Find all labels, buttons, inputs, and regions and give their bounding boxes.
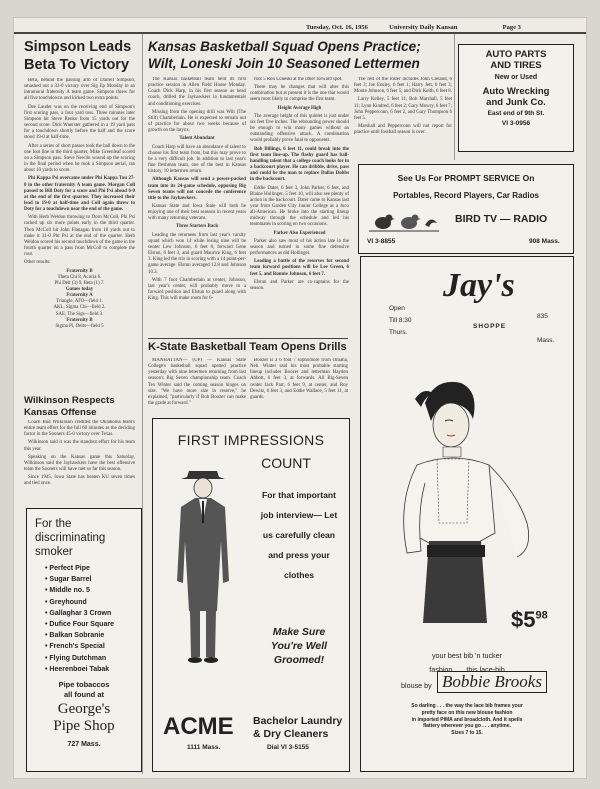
kstate-article-col1: MANHATTAN— (UP) — Kansas State College's basketball squad opened practice yesterday with nine lettermen returning from last season's Big Seven championship team. Coach Tex Winter said the coming season hinges on size. "We have more size in reserve," he explained, "particularly if Bob Boozer can make the grade at forward." [148,358,246,407]
tobacco-list [45,563,114,675]
results-list: Fraternity B Theta Chi 8, Acacia 6. Phi Delt (3) 9, Beta (1) 7. Games today Fraternity A Triangle, ATO—field 1. AKL, Sigma Chi—field 2. SAE, The Sigs—field 3. Fraternity B Sigma Pi, Delts—field 5 [53,268,106,329]
list-item: • Middle no. 5 [45,585,114,596]
smoker-heading: For the discriminating smoker [35,518,106,558]
jays-logo: Jay's [443,267,515,304]
newspaper-page [14,18,586,778]
blouse-fine-print: So darling . . . the way the lace bib frames your pretty face on this new blouse fashion in imported PIMA and broadcloth. And it spells flattery wherever you go . . . anytime. Sizes 7 to 15. [411,703,523,737]
store-name: George's Pipe Shop [53,701,115,734]
list-item: • French's Special [45,641,114,652]
acme-headline-2: COUNT [261,455,311,471]
jays-hours: Open Till 8:30 Thurs. [389,305,412,336]
list-item: • Flying Dutchman [45,653,114,664]
brand-logo: Bobbie Brooks [437,671,547,693]
smoker-footer: Pipe tobaccos all found at [58,680,110,699]
list-item: • Balkan Sobranie [45,630,114,641]
jays-shoppe-ad [360,256,574,772]
blouse-price: $\$5^{98}$ [511,607,548,632]
header-date: Tuesday, Oct. 16, 1956 [306,24,368,31]
blouse-copy: your best bib 'n tucker fashion . . . this lace-bib [429,651,505,674]
pipe-shop-ad [26,508,142,772]
kansas-headline: Kansas Basketball Squad Opens Practice; Wilt, Loneski Join 10 Seasoned Lettermen [148,39,421,71]
list-item: • Greyhound [45,597,114,608]
bird-name: BIRD TV — RADIO [455,213,548,225]
kansas-article-col1: The Kansas basketball team held its first practice session in Allen Field House Monday. Coach Dick Harp, in his first season as head coach, drilled the Jayhawkers in fundamentals and conditioning exercises. Missing from the opening drill was Wilt (The Stilt) Chamberlain. He is expected to remain out of practice for about two weeks because of growth on the larynx. Talent Abundant Coach Harp will have an abundance of talent to choose his first team from, but this may prove to be a very difficult job. In addition to last year's fine freshman team, one of the best in Kansas history, 10 lettermen return. Although Kansas will send a power-packed team into its 24-game schedule, opposing Big Seven teams will not concede the conference title to the Jayhawkers. Kansas State and Iowa State will both be enjoying one of their best seasons in recent years with many returning veterans. Three Starters Back Leading the returnees from last year's varsity squad which won 14 while losing nine will be center Lew Johnson, 6 feet 8, forward Gene Elstun, 6 feet 3, and guard Maurice King, 6 feet 3. King led the trio in scoring with a 14 point-per-game average. Elstun averaged 12.8 and Johnson 10.3. With 7 foot Chamberlain at center, Johnson, last year's center, will probably move to a forward position and Elstun to guard along with King. This will make room for 6- [148,77,246,302]
kstate-article-col2: Boozer is a 6 foot 7 sophomore from Omaha, Neb. Winter said his most probable starting lineup includes Boozer and letterman Hayden Abbott, 6 feet 3, at forwards. All Big-Seven center Jack Parr, 6 feet 9, at center, and Roy Dewitz, 6 feet 3, and Eddie Wallace, 5 feet 11, at guards. [250,358,348,400]
list-item: • Heerenboei Tabak [45,664,114,675]
list-item: • Sugar Barrel [45,574,114,585]
bird-tv-ad [358,164,574,254]
kstate-headline: K-State Basketball Team Opens Drills [148,341,347,353]
list-item: • Gallaghar 3 Crown [45,608,114,619]
bird-address: 908 Mass. [529,238,560,245]
store-address: 727 Mass. [67,741,101,748]
blouse-model-illustration [377,373,563,643]
kstate-rule [148,338,348,339]
bird-phone: VI 3-8855 [367,238,396,245]
wilkinson-headline: Wilkinson Respects Kansas Offense [24,395,115,418]
bird-service-line: See Us For PROMPT SERVICE On [397,173,535,183]
simpson-article: Beta, behind the passing arm of Darrell Simpson, smashed out a 32-0 victory over Sig Ep Monday in an intramural fraternity A team game. Simpson threw for all five touchdowns and kicked two extra points. Dee Lauder was on the receiving end of Simpson's first scoring pass, a four yard toss. Three minutes later Simpson hit Steve Renko from 15 yards out for the second score. Dick Wuerster gathered in a 19 yard pass for a touchdown shortly before the half and the score stood 19-0 at half-time. After a series of short passes took the ball down to the one foot line in the third quarter, Mike Greenleaf scored on a Simpson pass. Steve Newlin wound up the scoring in the final period when he took a Simpson aerial, ran about 10 yards to score. Phi Kappa Psi overcame under Phi Kappa Tau 27-0 in the other fraternity A team game. Morgan Coll passed to Bill Doty for a score and Phi Psi ahead 6-0 at the end of the first quarter. They increased their lead to 19-0 at half-time and Coll again threw to Doty for a touchdown near the end of the game. With Herb Weldon throwing to Dorn McColl, Phi Psi racked up six more points early in the third quarter. Then McColl hit John Flanagan from 10 yards out to make it 31-0 Phi Psi at the end of the quarter. Herb Weldon scored his second touchdown of the game in the fourth quarter on a pass from McColl to complete the rout. Other results: Fraternity B Theta Chi 8, Acacia 6. Phi Delt (3) 9, Beta (1) 7. Games today Fraternity A Triangle, ATO—field 1. AKL, Sigma Chi—field 2. SAE, The Sigs—field 3. Fraternity B Sigma Pi, Delts—field 5 [24,78,135,329]
column-rule [454,34,455,160]
acme-service: Bachelor Laundry & Dry Cleaners [253,715,343,740]
page-header [306,24,578,31]
acme-headline-1: FIRST IMPRESSIONS [177,432,325,448]
acme-phone: Dial VI 3-5155 [267,744,309,751]
kansas-article-col3: The rest of the roster includes John Cleland, 6 feet 3; Joe Ensley, 6 feet 1; Harry Jett, 6 feet 3; Monte Johnson, 6 feet 5; and Dick Keith, 6 feet 8. Larry Kelley, 5 feet 11; Bob Marshall, 5 feet 11; Lynn Kindred, 6 feet 2; Gary Mowry, 6 feet 7; John Pepperconn, 6 feet 2, and Gary Thompson 6 feet 5. Marshall and Pepperconn will not report for practice until football season is over. [354,77,452,136]
acme-address: 1111 Mass. [187,744,221,751]
birds-icon [367,209,441,237]
blouse-copy-by: blouse by [401,681,432,690]
header-rule [14,32,586,34]
businessman-illustration [167,461,239,669]
auto-parts-ad: AUTO PARTS AND TIRES New or Used Auto Wrecking and Junk Co. East end of 9th St. VI 3-0956 [458,44,574,152]
jays-address: 835 Mass. [537,313,555,344]
header-page-number: Page 3 [502,24,521,31]
acme-logo: ACME [163,713,234,740]
wilkinson-article: Coach Bud Wilkinson credited the Oklahoma team's entire team effort for the full 60 minutes as the deciding factor in the Sooners 45-0 victory over Texas. Wilkinson said it was the standout effort for his team this year. Speaking on the Kansas game this Saturday, Wilkinson said the Jayhawkers have the best offensive team the Sooners will have met so far this season. Since 1945, Iowa State has beaten KU seven times and tied once. [24,420,135,487]
bird-products-line: Portables, Record Players, Car Radios [393,191,539,200]
acme-ad [152,418,350,772]
list-item: • Perfect Pipe [45,563,114,574]
list-item: • Dufice Four Square [45,619,114,630]
simpson-headline: Simpson Leads Beta To Victory [24,39,132,73]
acme-copy: For that important job interview— Let us carefully clean and press your clothes [260,490,338,580]
header-paper: University Daily Kansan [389,24,458,31]
column-rule [142,34,143,774]
jays-logo-sub: SHOPPE [473,323,507,330]
acme-tagline: Make Sure You're Well Groomed! [270,626,328,666]
kansas-article-col2: foot 5 Ron Loneski at the other forward spot. There may be changes that will alter this combination but at present it is the one that would seem most likely to comprise the first team. Height Average High The average height of this quintet is just under six feet five inches. The rebounding power should be enough to win many games without an outstanding offensive attack. A combination would probably prove fatal to opponents. Bob Billings, 6 feet 11, could break into the first team line-up. The flashy guard has ball-handling talent that a college coach looks for in a backcourt player. He can dribble, drive, pass and could be the man to replace Dallas Dobbs in the backcourt. Eddie Dater, 6 feet 3, John Parker, 6 feet, and Blaine Hollinger, 5 feet 10, will also see plenty of action in the backcourt. Dater came to Kansas last year from Garden City Junior College as a Juco all-American. He broke into the starting lineup midway through the schedule and led his teammates in scoring on two occasions. Parker Also Experienced Parker also saw most of his action late in the season and turned in some fine defensive performances as did Hollinger. Leading a battle of the reserves for second team forward positions will be Lee Green, 6 feet 5, and Ronnie Johnson, 6 feet 7. Elstun and Parker are co-captains for the season. [250,77,349,291]
